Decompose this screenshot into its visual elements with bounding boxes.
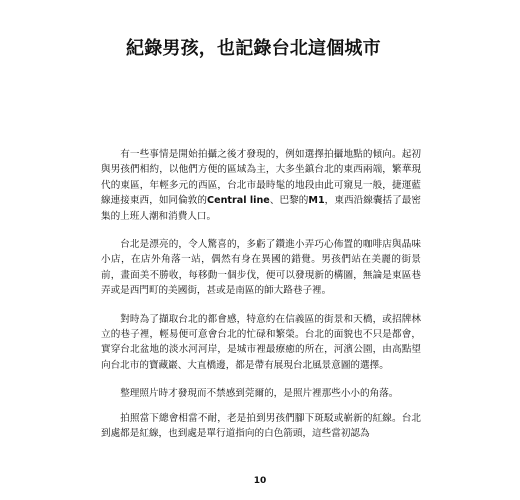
paragraph-1-text-3: ，東西沿線囊括了最密集的上班人潮和消費人口。: [101, 195, 422, 222]
central-line-term: Central line: [207, 195, 270, 207]
paragraph-5: 拍照當下總會相當不耐，老是拍到男孩們腳下斑駁或嶄新的紅線。台北到處都是紅線，也到處是單行道指向的白色箭頭，這些當初認為: [101, 412, 421, 440]
paragraph-2: 台北是漂亮的，令人驚喜的，多虧了鑽進小弄巧心佈置的咖啡店與晶味小店，在店外角落一站，偶然有身在異國的錯覺。男孩們站在美麗的街景前，畫面美不勝收，每移動一個步伐，便可以發現新的構圖，無論是東區巷弄或是西門町的美國街，甚或是南區的師大路巷子裡。: [101, 239, 421, 297]
paragraph-3: 對時為了擷取台北的都會感，特意約在信義區的街景和天橋，或招牌林立的巷子裡，輕易便可意會台北的忙碌和繁榮。台北的面貌也不只是都會，實穿台北盆地的淡水河河岸，是城市裡最療癒的所在，河濱公園，由高點望向台北市的寶藏巖、大直橋邊，都是帶有展現台北風景意圖的選擇。: [101, 313, 421, 371]
page-number: 10: [253, 476, 267, 486]
paragraph-1-text: 有一些事情是開始拍攝之後才發現的，例如選擇拍攝地點的傾向。起初與男孩們相約，以他們方便的區域為主，大多坐鎮台北的東西兩端，繁華現代的東區，年輕多元的西區，台北市最時髦的地段由此可窺見一般，捷運藍線連接東西，如同倫敦的: [101, 149, 421, 207]
paragraph-4: 整理照片時才發現而不禁感到莞爾的，是照片裡那些小小的角落。: [120, 388, 399, 400]
paragraph-1-text-2: 、巴黎的: [269, 195, 309, 207]
m1-term: M1: [308, 195, 325, 207]
paragraph-1: [101, 147, 421, 224]
page-title: 紀錄男孩，也記錄台北這個城市: [126, 38, 381, 59]
body-text: [101, 147, 421, 455]
